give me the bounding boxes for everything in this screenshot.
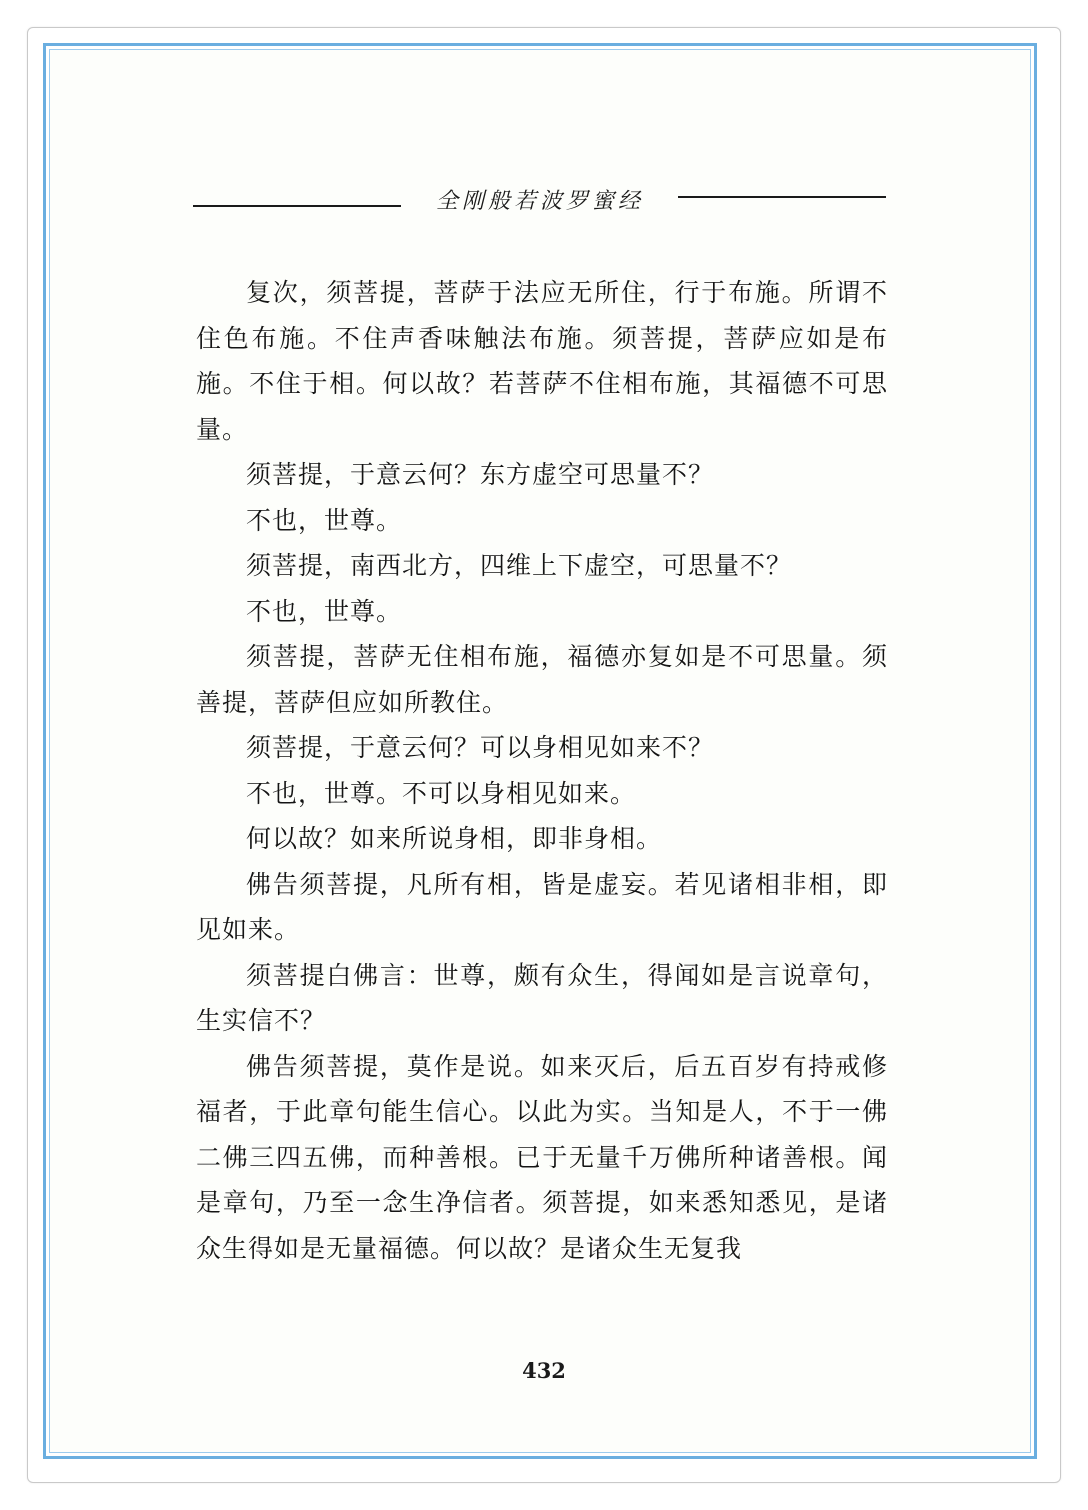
paragraph-7: 须菩提，于意云何？可以身相见如来不？ (246, 733, 715, 762)
paragraph-11: 须菩提白佛言：世尊，颇有众生，得闻如是言说章句，生实信不？ (196, 960, 888, 1035)
paragraph-5: 不也，世尊。 (246, 596, 403, 626)
paragraph-8: 不也，世尊。不可以身相见如来。 (246, 778, 637, 808)
running-title: 全刚般若波罗蜜经 (435, 189, 644, 214)
page-number: 432 (522, 1358, 566, 1383)
body-text (196, 270, 888, 1271)
paragraph-3: 不也，世尊。 (246, 505, 403, 535)
paragraph-1: 复次，须菩提，菩萨于法应无所住，行于布施。所谓不住色布施。不住声香味触法布施。须菩提，菩萨应如是布施。不住于相。何以故？若菩萨不住相布施，其福德不可思量。 (196, 278, 888, 444)
paragraph-12: 佛告须菩提，莫作是说。如来灭后，后五百岁有持戒修福者，于此章句能生信心。以此为实。当知是人，不于一佛二佛三四五佛，而种善根。已于无量千万佛所种诸善根。闻是章句，乃至一念生净信者。须菩提，如来悉知悉见，是诸众生得如是无量福德。何以故？是诸众生无复我 (196, 1051, 888, 1263)
paragraph-6: 须菩提，菩萨无住相布施，福德亦复如是不可思量。须善提，菩萨但应如所教住。 (196, 642, 888, 717)
paragraph-4: 须菩提，南西北方，四维上下虚空，可思量不？ (246, 551, 793, 580)
header-rule-left (193, 205, 401, 207)
paragraph-9: 何以故？如来所说身相，即非身相。 (246, 824, 663, 853)
paragraph-10: 佛告须菩提，凡所有相，皆是虚妄。若见诸相非相，即见如来。 (196, 869, 888, 944)
paragraph-2: 须菩提，于意云何？东方虚空可思量不？ (246, 460, 715, 489)
header-rule-right (678, 196, 886, 198)
